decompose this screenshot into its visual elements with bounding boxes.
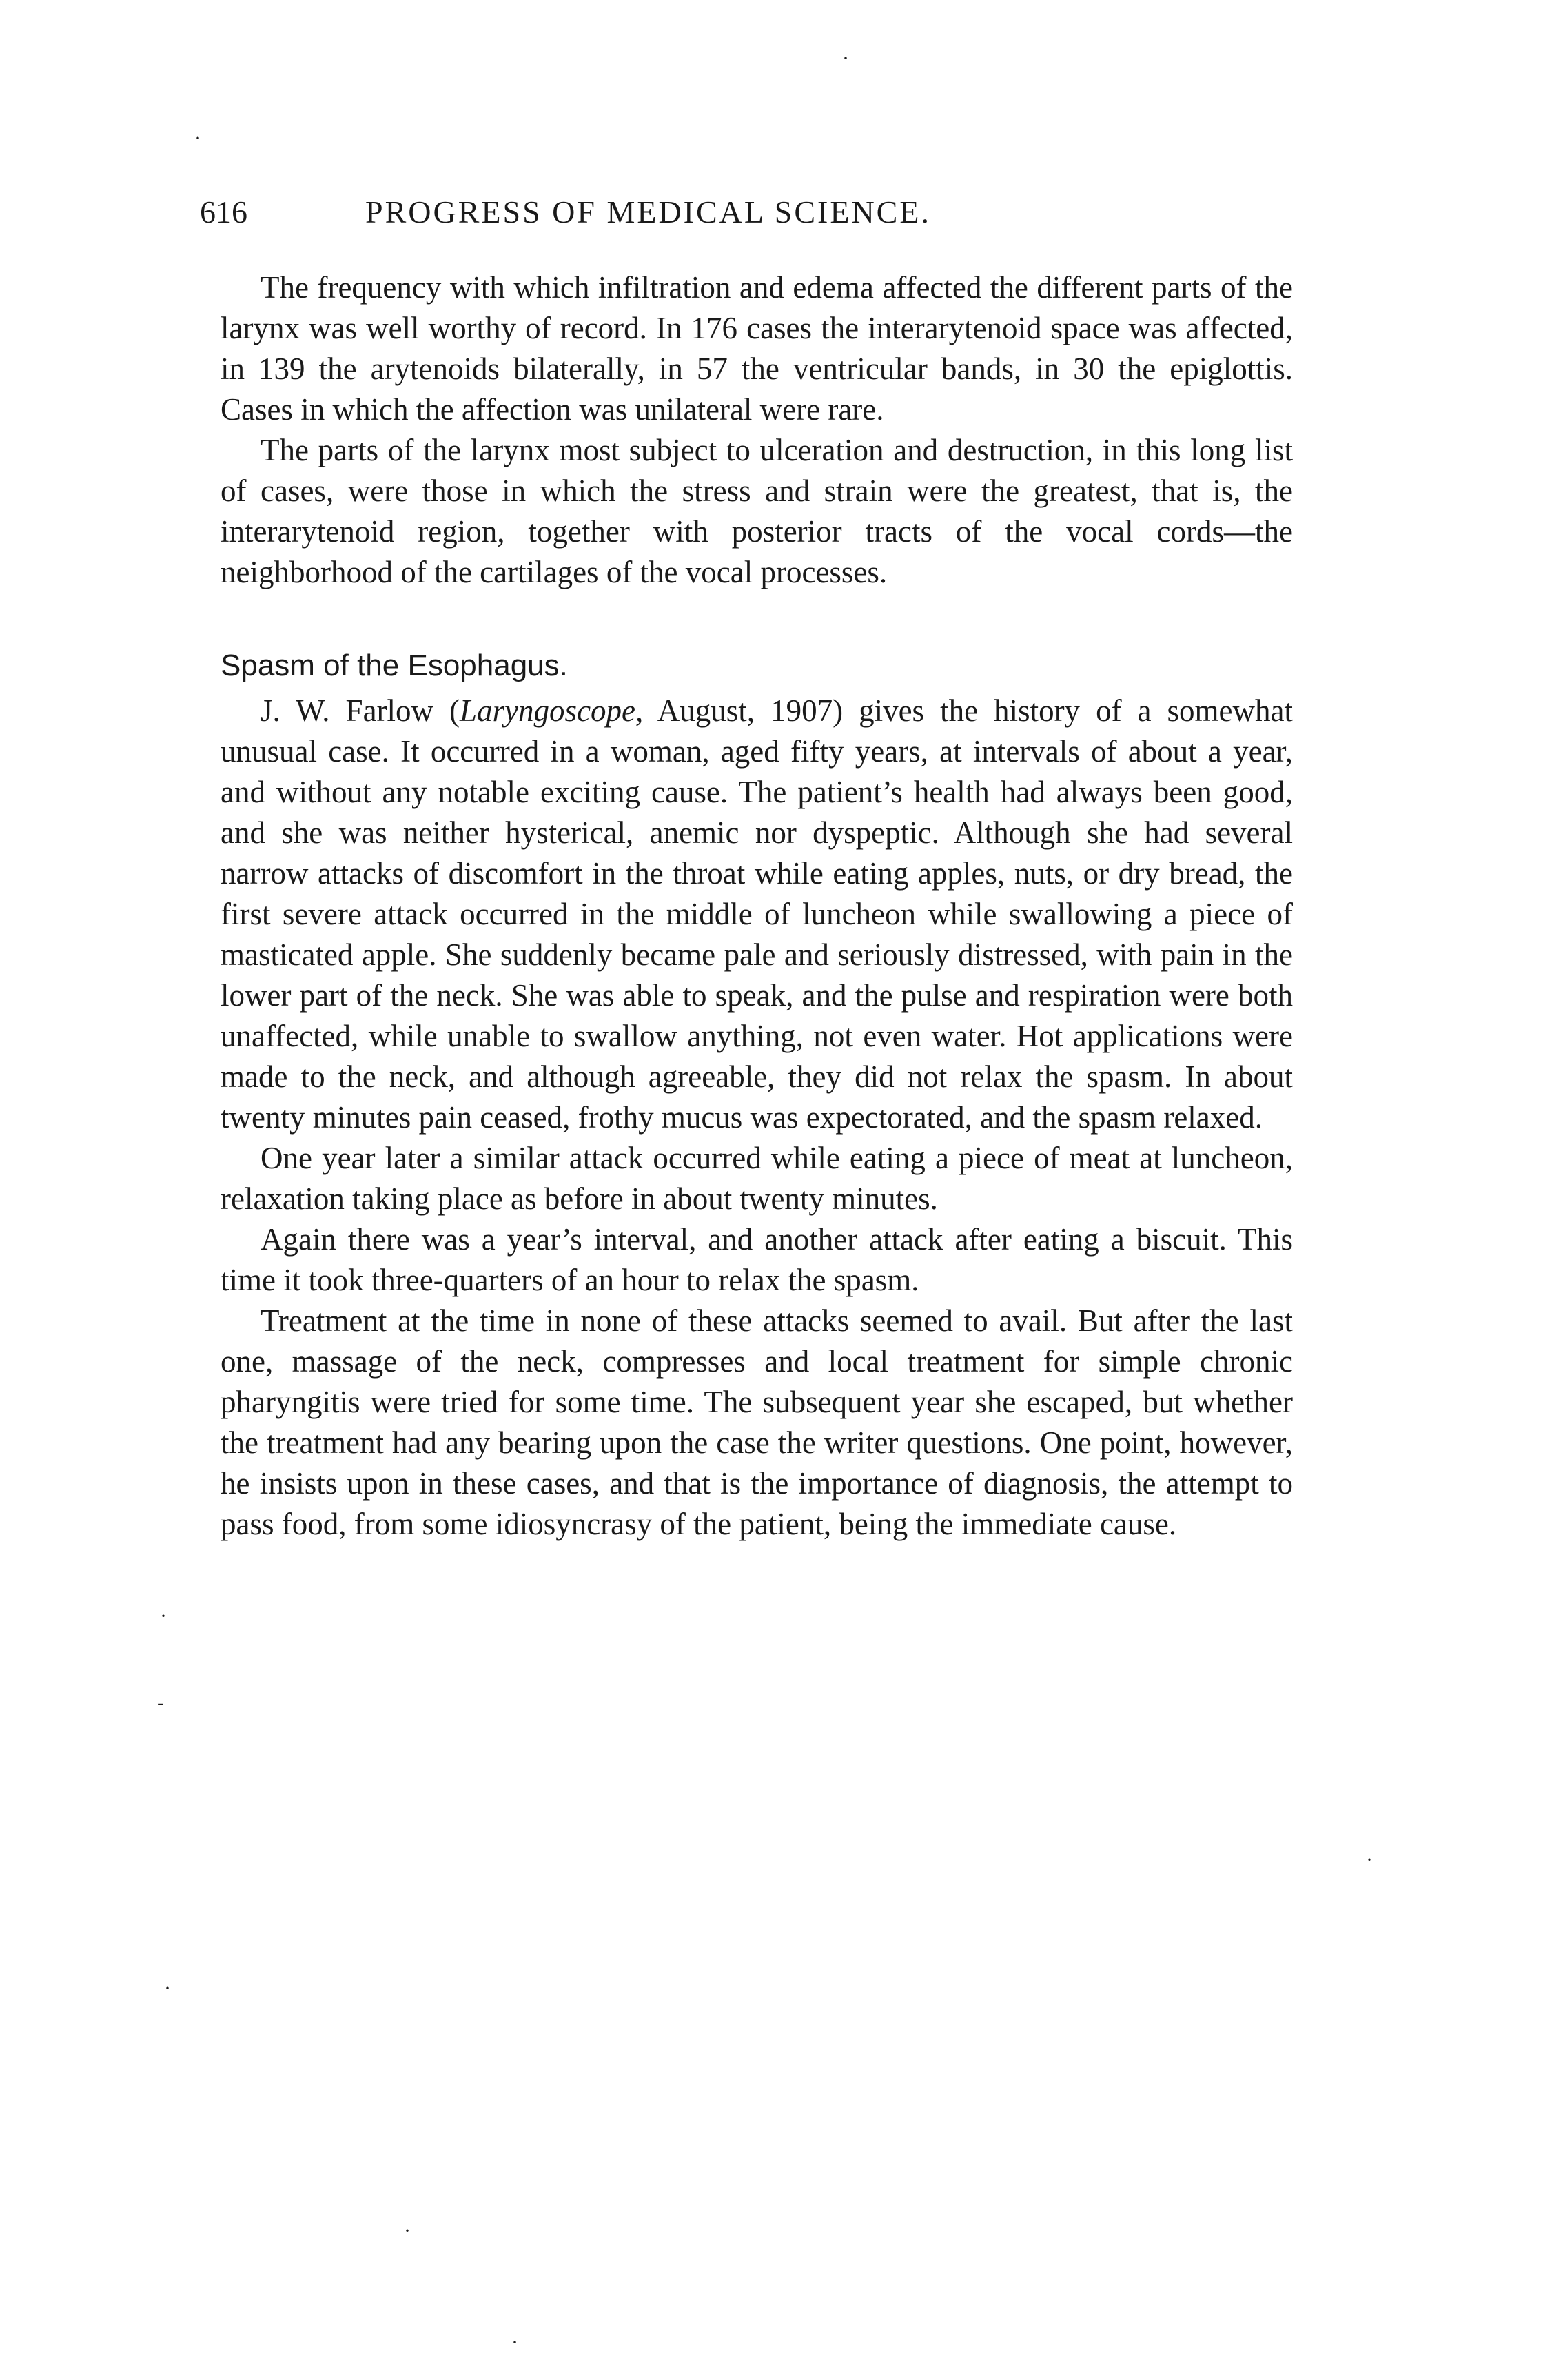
page-header bbox=[200, 185, 1303, 240]
paragraph-text: August, 1907) gives the history of a somewhat unusual case. It occurred in a woman, aged fifty years, at intervals of about a year, and without any notable exciting cause. The patient’s health had always been good, and she was neither hysterical, anemic nor dyspeptic. Although she had several narrow attacks of discomfort in the throat while eating apples, nuts, or dry bread, the first severe attack occurred in the middle of luncheon while swallowing a piece of masticated apple. She suddenly became pale and seriously distressed, with pain in the lower part of the neck. She was able to speak, and the pulse and respiration were both unaffected, while unable to swallow anything, not even water. Hot applications were made to the neck, and although agreeable, they did not relax the spasm. In about twenty minutes pain ceased, frothy mucus was expectorated, and the spasm relaxed. bbox=[221, 693, 1293, 1135]
scan-speck: · bbox=[404, 2219, 411, 2242]
paragraph: The parts of the larynx most subject to ulceration and destruction, in this long list of cases, were those in which the stress and strain were the greatest, that is, the interarytenoid region, together with posterior tracts of the vocal cords—the neighborhood of the cartilages of the vocal processes. bbox=[221, 433, 1293, 589]
paragraph: The frequency with which infiltration and edema affected the different parts of the larynx was well worthy of record. In 176 cases the interarytenoid space was affected, in 139 the arytenoids bilaterally, in 57 the ventricular bands, in 30 the epiglottis. Cases in which the affection was unilateral were rare. bbox=[221, 270, 1293, 427]
scan-speck: · bbox=[160, 1605, 167, 1627]
scan-speck: - bbox=[157, 1691, 164, 1714]
section-heading: Spasm of the Esophagus. bbox=[221, 649, 568, 682]
scan-speck: · bbox=[842, 47, 849, 70]
paragraph bbox=[221, 691, 1293, 1138]
scan-speck: · bbox=[164, 1977, 171, 2000]
scan-speck: · bbox=[194, 127, 201, 150]
journal-title: Laryngoscope, bbox=[460, 693, 644, 728]
scan-speck: · bbox=[1366, 1849, 1373, 1871]
body-text bbox=[221, 267, 1293, 1545]
paragraph: One year later a similar attack occurred while eating a piece of meat at luncheon, relaxation taking place as before in about twenty minutes. bbox=[221, 1141, 1293, 1216]
paragraph: Treatment at the time in none of these attacks seemed to avail. But after the last one, massage of the neck, compresses and local treatment for simple chronic pharyngitis were tried for some time. The subsequent year she escaped, but whether the treatment had any bearing upon the case the writer questions. One point, however, he insists upon in these cases, and that is the importance of diagnosis, the attempt to pass food, from some idiosyncrasy of the patient, being the immediate cause. bbox=[221, 1303, 1293, 1541]
page-number: 616 bbox=[200, 194, 247, 230]
scan-speck: · bbox=[511, 2331, 518, 2354]
paragraph-text: J. W. Farlow ( bbox=[261, 693, 460, 728]
paragraph: Again there was a year’s interval, and another attack after eating a biscuit. This time it took three-quarters of an hour to relax the spasm. bbox=[221, 1222, 1293, 1297]
running-head: PROGRESS OF MEDICAL SCIENCE. bbox=[365, 194, 931, 230]
